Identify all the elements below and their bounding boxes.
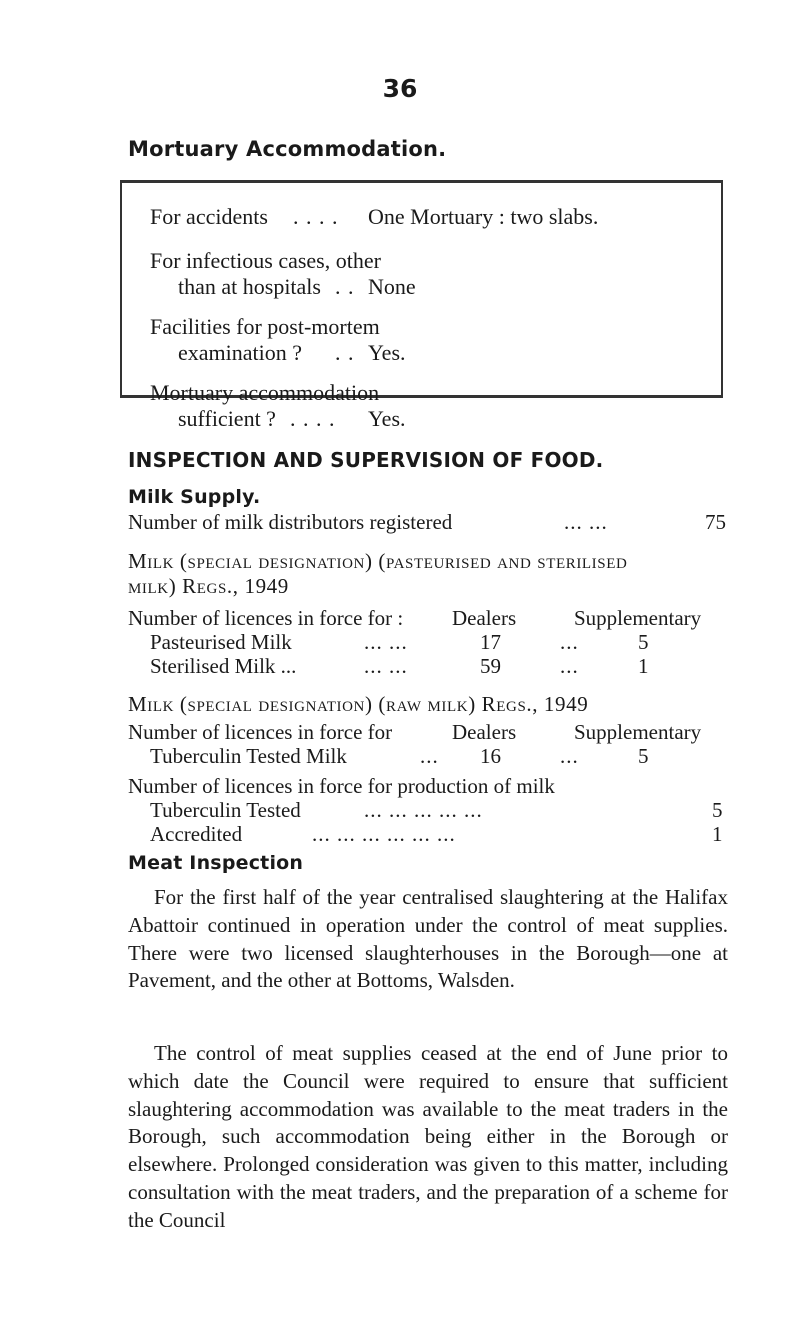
mortuary-row-value: One Mortuary : two slabs.	[368, 204, 599, 229]
raw-licences-header-label: Number of licences in force for	[128, 720, 393, 744]
licence-row-label: Sterilised Milk ...	[150, 654, 297, 678]
meat-paragraph-1	[128, 884, 728, 995]
licence-row-supplementary: 1	[638, 654, 649, 678]
mortuary-row-value: Yes.	[368, 406, 406, 431]
raw-licence-row-supplementary: 5	[638, 744, 649, 768]
licence-row-leader: ... ...	[364, 630, 408, 654]
raw-licence-row-sep: ...	[560, 744, 579, 768]
special-designation-title-line1: Milk (special designation) (pasteurised and sterilised	[128, 549, 628, 573]
mortuary-row-label: than at hospitals	[178, 274, 321, 299]
raw-licence-row-leader: ...	[420, 744, 439, 768]
licence-row-label: Pasteurised Milk	[150, 630, 292, 654]
production-row-leader: ... ... ... ... ... ...	[312, 822, 456, 846]
mortuary-row-leader: . .	[335, 274, 355, 299]
meat-paragraph-1-text: For the first half of the year centralised slaughtering at the Halifax Abattoir continued in operation under the control of meat supplies. There were two licensed slaughterhouses in the Borough—one at Pavement, and the other at Bottoms, Walsden.	[128, 885, 728, 993]
meat-inspection-heading: Meat Inspection	[128, 852, 304, 874]
mortuary-row-leader: . .	[335, 340, 355, 365]
production-row-label: Accredited	[150, 822, 243, 846]
production-row-value: 5	[712, 798, 723, 822]
distributors-label: Number of milk distributors registered	[128, 510, 453, 534]
mortuary-row-infectious-line2	[178, 274, 416, 300]
raw-col-dealers: Dealers	[452, 720, 517, 744]
meat-paragraph-2	[128, 1040, 728, 1235]
special-designation-title-line2: milk) Regs., 1949	[128, 574, 289, 598]
licence-row-supplementary: 5	[638, 630, 649, 654]
mortuary-row-infectious-line1: For infectious cases, other	[150, 248, 381, 273]
page-number: 36	[382, 74, 418, 103]
inspection-heading: INSPECTION AND SUPERVISION OF FOOD.	[128, 448, 604, 472]
licence-row-sep: ...	[560, 630, 579, 654]
mortuary-row-label: For accidents	[150, 204, 268, 229]
licences-header-label: Number of licences in force for :	[128, 606, 404, 630]
production-row-label: Tuberculin Tested	[150, 798, 301, 822]
mortuary-row-leader: . . . .	[290, 406, 336, 431]
licence-row-dealers: 17	[480, 630, 501, 654]
mortuary-row-accidents	[150, 204, 599, 230]
mortuary-row-value: Yes.	[368, 340, 406, 365]
meat-paragraph-2-text: The control of meat supplies ceased at the end of June prior to which date the Council were required to ensure that sufficient slaughtering accommodation was available to the meat traders in the Borough, such accommodation being either in the Borough or elsewhere. Prolonged consideration was given to this matter, including consultation with the meat traders, and the preparation of a scheme for the Council	[128, 1041, 728, 1232]
mortuary-row-postmortem-line1: Facilities for post-mortem	[150, 314, 380, 339]
col-supplementary: Supplementary	[574, 606, 702, 630]
raw-milk-title: Milk (special designation) (raw milk) Regs., 1949	[128, 692, 589, 716]
licence-row-sterilised	[150, 654, 296, 679]
mortuary-row-postmortem-line2	[178, 340, 406, 366]
licence-row-dealers: 59	[480, 654, 501, 678]
mortuary-row-label: sufficient ?	[178, 406, 276, 431]
distributors-leader: ... ...	[564, 510, 608, 534]
raw-licence-row-label: Tuberculin Tested Milk	[150, 744, 347, 768]
licence-row-sep: ...	[560, 654, 579, 678]
licence-row-leader: ... ...	[364, 654, 408, 678]
mortuary-row-value: None	[368, 274, 416, 299]
raw-col-supplementary: Supplementary	[574, 720, 702, 744]
mortuary-row-leader: . . . .	[293, 204, 339, 229]
milk-supply-heading: Milk Supply.	[128, 486, 261, 508]
raw-licence-row-dealers: 16	[480, 744, 501, 768]
mortuary-row-sufficient-line2	[178, 406, 406, 432]
mortuary-row-sufficient-line1: Mortuary accommodation	[150, 380, 380, 405]
distributors-value: 75	[705, 510, 726, 534]
mortuary-heading: Mortuary Accommodation.	[128, 137, 447, 161]
licence-row-pasteurised	[150, 630, 292, 655]
distributors-row	[128, 510, 726, 535]
production-row-leader: ... ... ... ... ...	[364, 798, 483, 822]
production-row-value: 1	[712, 822, 723, 846]
col-dealers: Dealers	[452, 606, 517, 630]
production-label: Number of licences in force for production of milk	[128, 774, 555, 798]
mortuary-row-label: examination ?	[178, 340, 303, 365]
